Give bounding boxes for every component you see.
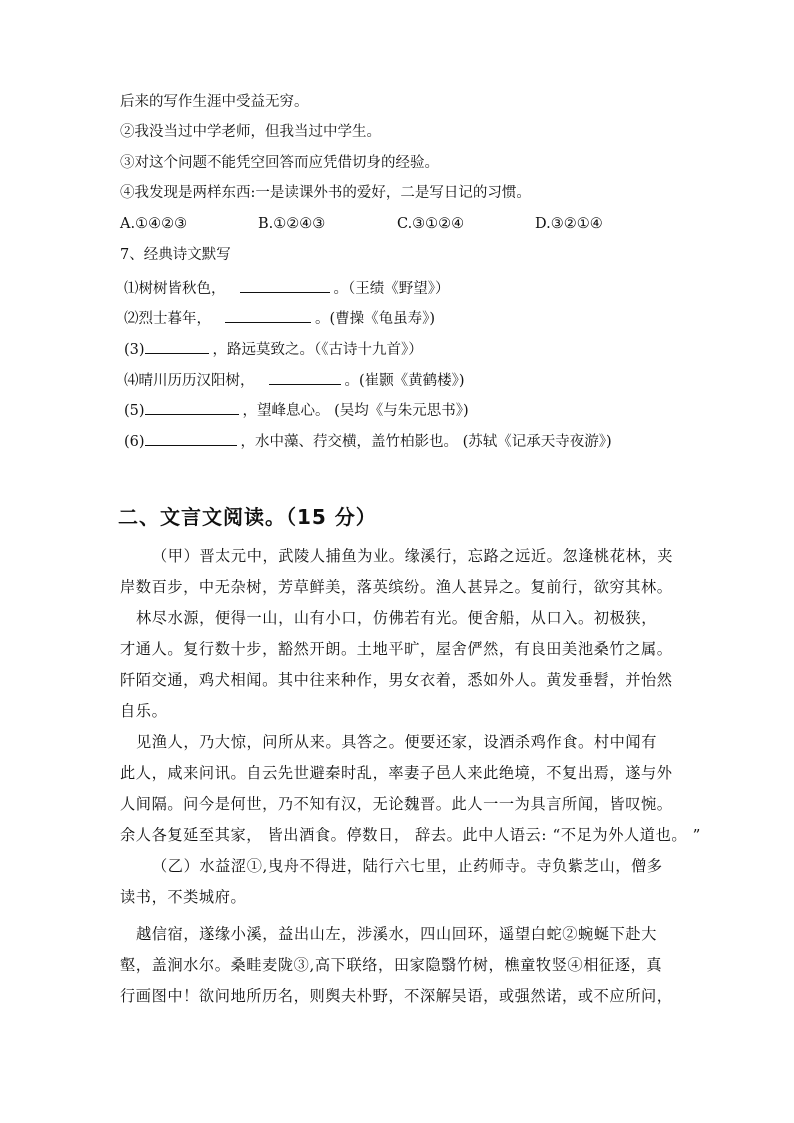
answer-blank[interactable] bbox=[269, 370, 341, 385]
q7-item-prefix: (6) bbox=[124, 434, 145, 450]
q6-option-b: B.①②④③ bbox=[258, 216, 326, 232]
q7-item-4 bbox=[124, 370, 465, 391]
passage-line: 越信宿，遂缘小溪，益出山左，涉溪水，四山回环，遥望白蛇②蜿蜒下赴大 bbox=[136, 925, 657, 943]
passage-jia-para-1 bbox=[120, 541, 680, 603]
q7-item-suffix: ，路远莫致之。（《古诗十九首》） bbox=[212, 342, 423, 358]
answer-blank[interactable] bbox=[145, 431, 237, 446]
passage-line: 行画图中！欲问地所历名，则舆夫朴野，不深解吴语，或强然诺，或不应所问， bbox=[120, 987, 673, 1005]
q7-item-prefix: (5) bbox=[124, 403, 145, 419]
q6-sentence-4: ④我发现是两样东西:一是读课外书的爱好，二是写日记的习惯。 bbox=[120, 185, 531, 201]
q7-item-suffix: 。(曹操《龟虽寿》) bbox=[315, 311, 436, 327]
passage-line: （甲）晋太元中，武陵人捕鱼为业。缘溪行，忘路之远近。忽逢桃花林，夹 bbox=[152, 547, 673, 565]
passage-line: 读书，不类城府。 bbox=[120, 888, 247, 906]
passage-yi-para-2 bbox=[120, 919, 680, 1012]
q7-item-suffix: ，水中藻、荇交横，盖竹柏影也。 (苏轼《记承天寺夜游》) bbox=[240, 434, 612, 450]
answer-blank[interactable] bbox=[145, 400, 239, 415]
answer-blank[interactable] bbox=[145, 339, 209, 354]
passage-line: 人间隔。问今是何世，乃不知有汉，无论魏晋。此人一一为具言所闻，皆叹惋。 bbox=[120, 795, 673, 813]
q7-item-1 bbox=[124, 278, 450, 299]
q6-text-line: 后来的写作生涯中受益无穷。 bbox=[120, 94, 309, 110]
passage-line: 见渔人，乃大惊，问所从来。具答之。便要还家，设酒杀鸡作食。村中闻有 bbox=[136, 733, 657, 751]
passage-line: 余人各复延至其家， 皆出酒食。停数日， 辞去。此中人语云: “不足为外人道也。 ” bbox=[120, 826, 701, 844]
passage-yi-para-1 bbox=[120, 851, 680, 913]
passage-line: 才通人。复行数十步，豁然开朗。土地平旷，屋舍俨然，有良田美池桑竹之属。 bbox=[120, 640, 673, 658]
passage-jia-para-3 bbox=[120, 727, 701, 851]
passage-line: 壑，盖涧水尔。桑畦麦陇③,高下联络，田家隐翳竹树，樵童牧竖④相征逐，真 bbox=[120, 956, 663, 974]
section-title: 二、文言文阅读。（15 分） bbox=[118, 505, 377, 529]
passage-jia-para-2 bbox=[120, 603, 680, 727]
q7-item-5 bbox=[124, 400, 469, 421]
q7-item-prefix: (3) bbox=[124, 342, 145, 358]
q6-sentence-2: ②我没当过中学老师，但我当过中学生。 bbox=[120, 124, 381, 140]
answer-blank[interactable] bbox=[225, 308, 311, 323]
q7-item-2 bbox=[124, 308, 435, 329]
q7-item-suffix: ，望峰息心。 (吴均《与朱元思书》) bbox=[242, 403, 469, 419]
q7-item-prefix: ⑵烈士暮年， bbox=[124, 311, 211, 327]
passage-line: 此人，咸来问讯。自云先世避秦时乱，率妻子邑人来此绝境，不复出焉，遂与外 bbox=[120, 764, 673, 782]
q7-item-prefix: ⑷晴川历历汉阳树， bbox=[124, 373, 255, 389]
q6-option-a: A.①④②③ bbox=[120, 216, 188, 232]
q7-item-3 bbox=[124, 339, 423, 360]
passage-line: 林尽水源，便得一山，山有小口，仿佛若有光。便舍船，从口入。初极狭， bbox=[136, 609, 657, 627]
passage-line: 阡陌交通，鸡犬相闻。其中往来种作，男女衣着，悉如外人。黄发垂髫，并怡然 bbox=[120, 671, 673, 689]
q7-item-6 bbox=[124, 431, 612, 452]
q6-option-d: D.③②①④ bbox=[535, 216, 603, 232]
answer-blank[interactable] bbox=[240, 278, 330, 293]
passage-line: （乙）水益涩①,曳舟不得进，陆行六七里，止药师寺。寺负紫芝山，僧多 bbox=[152, 857, 663, 875]
q7-item-suffix: 。(崔颢《黄鹤楼》) bbox=[344, 373, 465, 389]
q6-sentence-3: ③对这个问题不能凭空回答而应凭借切身的经验。 bbox=[120, 155, 439, 171]
passage-line: 岸数百步，中无杂树，芳草鲜美，落英缤纷。渔人甚异之。复前行，欲穷其林。 bbox=[120, 578, 673, 596]
q7-title: 7、经典诗文默写 bbox=[120, 247, 231, 263]
passage-line: 自乐。 bbox=[120, 702, 168, 720]
q6-option-c: C.③①②④ bbox=[397, 216, 465, 232]
q7-item-suffix: 。（王绩《野望》） bbox=[333, 281, 450, 297]
q7-item-prefix: ⑴树树皆秋色， bbox=[124, 281, 226, 297]
